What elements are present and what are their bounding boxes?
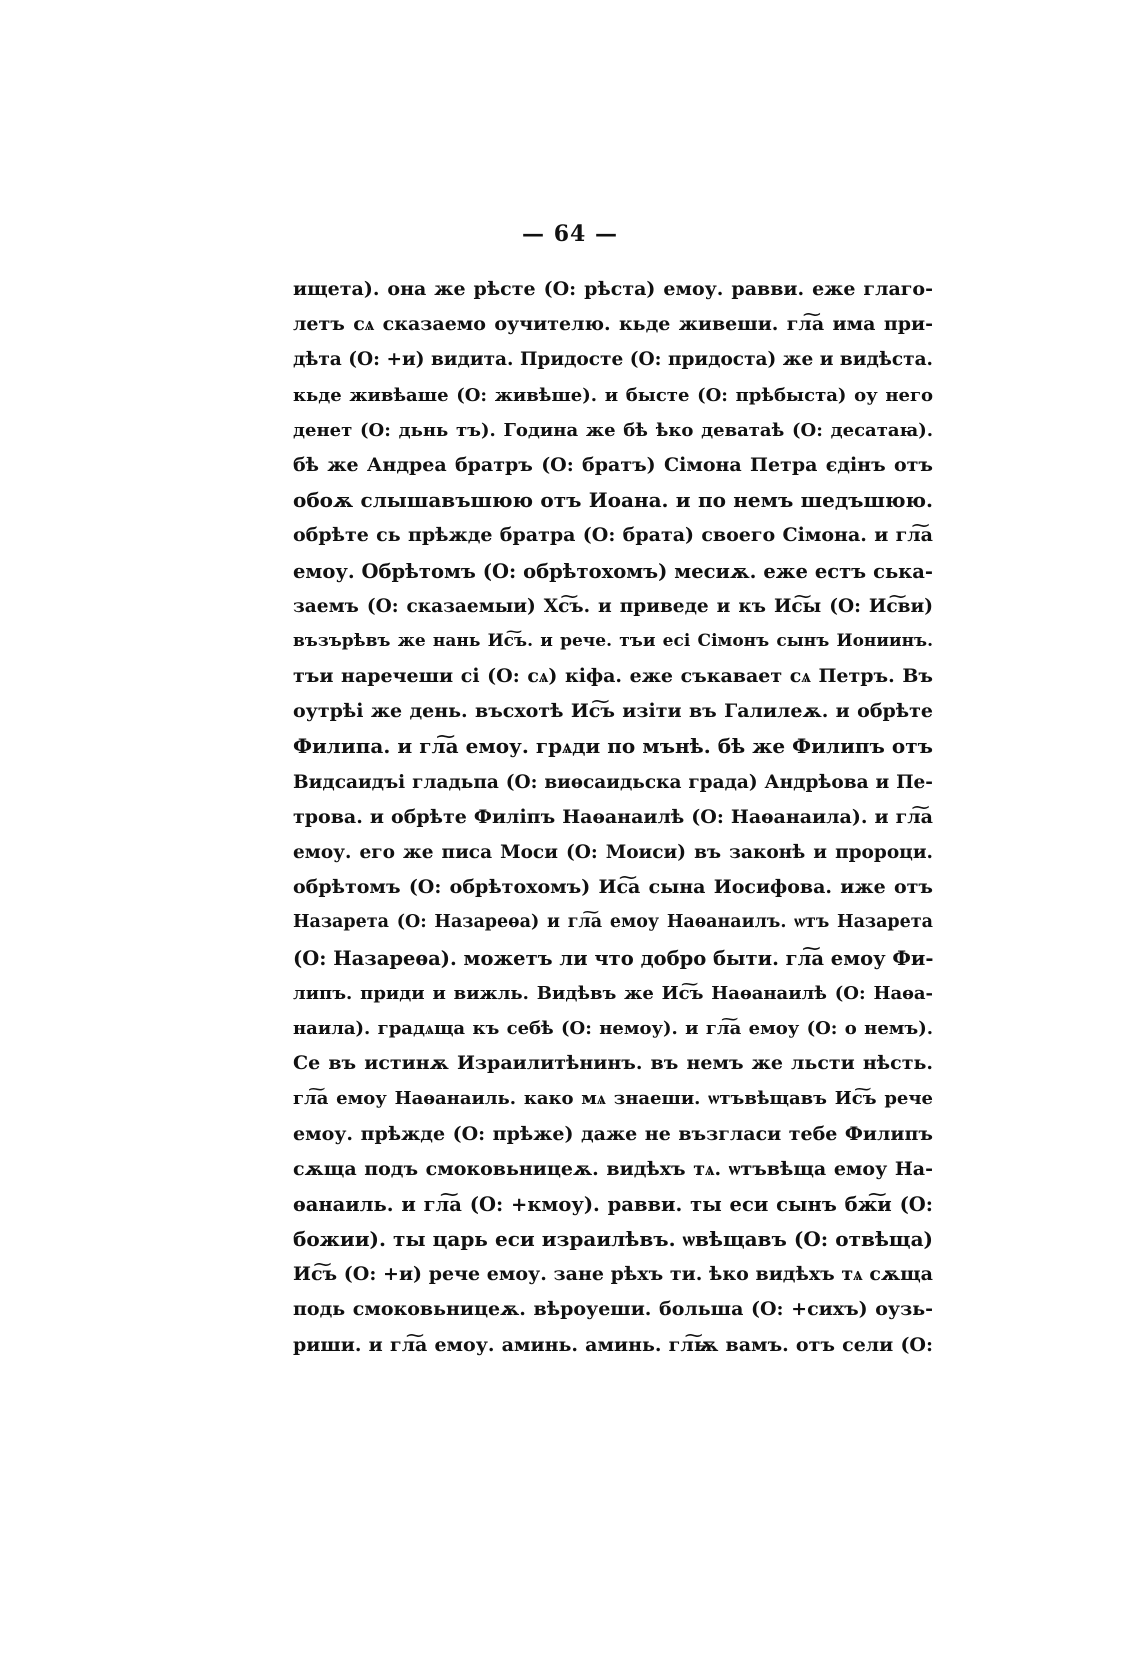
text-line: кьде живѣаше (О: живѣше). и бысте (О: прѣбыста) оу него [293,384,933,406]
text-line: тъи наречеши сі (О: сѧ) кіфа. еже съкавает сѧ Петръ. Въ [293,665,933,688]
text-line: (О: Назареѳа). можетъ ли что добро быти. гл͠а емоу Фи- [293,946,933,970]
text-line: оутрѣі же день. въсхотѣ Ис͠ъ изіти въ Галилеѫ. и обрѣте [293,700,933,723]
text-line: наила). градѧща къ себѣ (О: немоу). и гл͠а емоу (О: о немъ). [293,1017,933,1039]
text-line: бѣ же Андреа братръ (О: братъ) Сімона Петра єдінъ отъ [293,453,933,476]
text-line: дѣта (О: +и) видита. Придосте (О: придоста) же и видѣста. [293,349,933,371]
text-line: обрѣтомъ (О: обрѣтохомъ) Ис͠а сына Иосифова. иже отъ [293,876,933,899]
text-line: емоу. Обрѣтомъ (О: обрѣтохомъ) месиѫ. еже естъ ська- [293,559,933,583]
text-line: летъ сѧ сказаемо оучителю. кьде живеши. гл͠а има при- [293,313,933,336]
text-line: заемъ (О: сказаемыи) Хс͠ъ. и приведе и къ Ис͠ы (О: Ис͠ви) [293,595,933,617]
text-line: подь смоковьницеѫ. вѣроуеши. больша (О: +сихъ) оузь- [293,1298,933,1321]
text-line: липъ. приди и вижль. Видѣвъ же Ис͠ъ Наѳанаилѣ (О: Наѳа- [293,982,933,1004]
text-line: Филипа. и гл͠а емоу. грѧди по мънѣ. бѣ же Филипъ отъ [293,734,933,759]
text-line: гл͠а емоу Наѳанаиль. како мѧ знаеши. ѡтъвѣщавъ Ис͠ъ рече [293,1088,933,1110]
body-text [293,272,933,1363]
text-line: ищета). она же рѣсте (О: рѣста) емоу. равви. еже глаго- [293,278,933,300]
text-line: обрѣте сь прѣжде братра (О: брата) своего Сімона. и гл͠а [293,524,933,547]
text-line: божии). ты царь еси израилѣвъ. ѡвѣщавъ (О: отвѣща) [293,1227,933,1252]
text-line: ѳанаиль. и гл͠а (О: +кмоу). равви. ты еси сынъ бж͠и (О: [293,1192,933,1216]
text-line: Видсаидъі гладьпа (О: виѳсаидьска града) Андрѣова и Пе- [293,771,933,793]
text-line: емоу. его же писа Моси (О: Моиси) въ законѣ и пророци. [293,842,933,863]
text-line: трова. и обрѣте Филіпъ Наѳанаилѣ (О: Наѳанаила). и гл͠а [293,805,933,828]
text-line: Ис͠ъ (О: +и) рече емоу. зане рѣхъ ти. ѣко видѣхъ тѧ сѫща [293,1263,933,1286]
text-line: сѫща подъ смоковьницеѫ. видѣхъ тѧ. ѡтъвѣща емоу На- [293,1157,933,1180]
text-line: Се въ истинѫ Израилитѣнинъ. въ немъ же льсти нѣсть. [293,1052,933,1075]
text-line: емоу. прѣжде (О: прѣже) даже не възгласи тебе Филипъ [293,1122,933,1145]
text-line: възърѣвъ же нань Ис͠ъ. и рече. тъи есі Сімонъ сынъ Иониинъ. [293,630,933,651]
text-line: риши. и гл͠а емоу. аминь. аминь. гл͠ѭ вамъ. отъ сели (О: [293,1333,933,1356]
text-line: обоѫ слышавъшюю отъ Иоана. и по немъ шедъшюю. [293,488,933,513]
page-number: — 64 — [522,221,618,247]
text-line: денет (О: дьнь тъ). Година же бѣ ѣко деватаѣ (О: десатаꙗ). [293,419,933,441]
text-line: Назарета (О: Назареѳа) и гл͠а емоу Наѳанаилъ. ѡтъ Назарета [293,912,933,933]
